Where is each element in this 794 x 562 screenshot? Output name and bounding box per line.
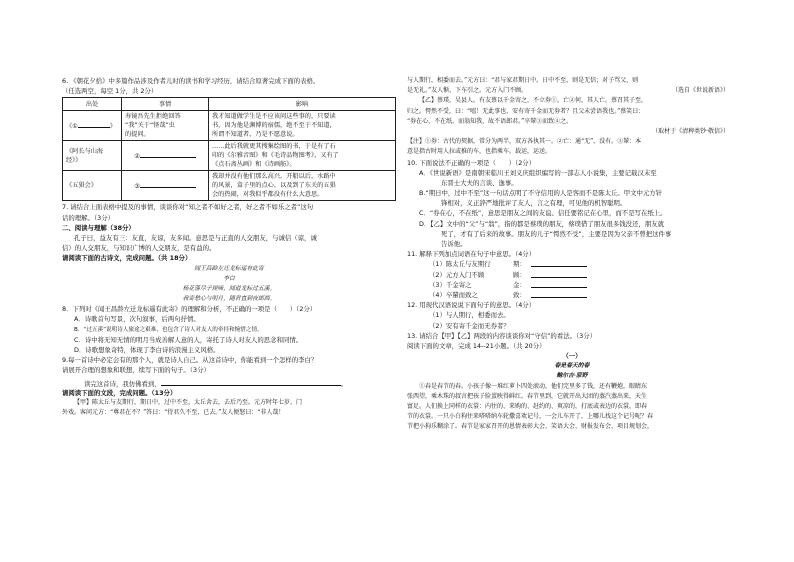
q11-item	[407, 259, 737, 269]
left-column	[62, 76, 396, 418]
q12-stem: 12. 用现代汉语说说下面句子的意思。（4分）	[407, 301, 536, 310]
table-cell-source	[63, 111, 122, 141]
event-line: 的提问。	[125, 131, 150, 139]
effect-line: ……此后我就更其搜集绘图的书，于是有了石	[212, 143, 336, 151]
q6-stem-line2: （任选两空，每空 1分，共 2分）	[62, 87, 158, 96]
yi-line2: 归之。愕然不受，曰：“嘻！无此事也，安有寄千金而无券者？且父未尝语我也。”蔡笑曰：	[407, 107, 645, 115]
article-line: 张西望，乘木珠的叔言把孩子脸蛋映得鲜红。春节里到，它就开出大团的蒸汽蒸出来，天生	[407, 392, 648, 400]
q11-word: 顾：	[513, 270, 526, 279]
q10-option-a-line2: 东晋士大夫的言谈、逸事。	[441, 178, 518, 187]
q8-stem: 8．下列对《闻王昌龄左迁龙标遥有此寄》的理解和分析，不正确的一项是（ ）（2分）	[62, 305, 317, 314]
q11-sentence: （3）千金寄之	[429, 280, 472, 289]
yi-source: （取材于《清稗类钞·敬信》）	[652, 127, 729, 135]
q11-sentence: （2）元方入门不顾	[429, 270, 485, 279]
effect-line: 所谓不知道者，乃是不愿意说。	[212, 131, 299, 139]
poem-line: 杨花落尽子规啼，闻道龙标过五溪。	[182, 285, 276, 292]
q8-option-c: C．诗中将无知无情的明月当成善解人意的人，寄托了诗人对友人的思念和同情。	[74, 335, 303, 344]
jia-cont-line1: 与人期行，相委而去。”元方曰：“君与家君期日中。日中不至，则是无信；对子骂父，则	[407, 77, 639, 84]
answer-blank-1[interactable]	[78, 120, 110, 128]
effect-line: 我却并没有他们那么高兴。开船以后，水路中	[212, 173, 336, 181]
q7-stem-line2: 话的理解。（3分）	[62, 213, 114, 222]
passage-instruction: 请阅读下面的文段，完成问题。（13分）	[62, 388, 177, 397]
q11-answer-blank[interactable]	[531, 259, 587, 267]
jia-cont-line2	[407, 86, 737, 96]
jia-line2: 外戏。客问元方：“尊君在不？”答曰：“待君久不至，已去。”友人便怒曰：“非人哉！	[62, 409, 285, 417]
table-cell-source	[63, 141, 122, 171]
event-prefix: ②	[134, 153, 140, 161]
effect-line: 我才知道做学生是不应该问这些事的，只要读	[212, 113, 336, 121]
event-prefix: ③	[134, 183, 140, 191]
article-line: 节把小狗乐糊涂了。春节是家家召开的恩情表彰大会、笑语大会、财报发布会、项目规划会，	[407, 423, 654, 431]
q11-item	[407, 280, 737, 290]
q11-word: 金：	[513, 280, 526, 289]
q11-sentence: （1）陈太丘与友期行	[429, 260, 491, 269]
q11-answer-blank[interactable]	[531, 280, 587, 288]
table-row	[63, 171, 396, 201]
q11-word: 期：	[513, 260, 526, 269]
event-line: 寿镜吾先生拒绝回答	[125, 113, 181, 121]
q11-sentence: （4）卒輦而致之	[429, 290, 478, 299]
confucius-line2: 信）的人交朋友，与知识广博的人交朋友，是有益的。	[62, 244, 216, 253]
jia-source: （选自《世说新语》）	[671, 87, 729, 95]
event-line: “我”关于“怪哉”虫	[125, 122, 175, 130]
confucius-line1: 孔子曰，益友有三：友直，友谅，友多闻。意思是与正直的人交朋友，与诚信（谅，诚	[74, 233, 317, 242]
poem-instruction: 请阅读下面的古诗文，完成问题。（共 18分）	[62, 254, 192, 263]
note-line2: 意是指古时用人拉或推的车，也指乘车。载运，运送。	[407, 148, 552, 156]
q6-stem-line1: 6. 《朝花夕拾》中多篇作品涉及作者儿时的读书和学习经历，请结合原著完成下面的表格。	[62, 77, 320, 85]
q10-option-d-line1: D．【乙】文中的“父”与“翁”，指的都是蔡璞的朋友，蔡璞借了朋友很多钱没还，朋友就	[419, 219, 665, 228]
table-cell-effect	[209, 171, 396, 201]
q8-option-b: B．“过五溪”说明诗人旅途之艰难，也包含了诗人对友人的牵挂和惋惜之情。	[74, 326, 263, 333]
source-line: 《五猖会》	[66, 182, 97, 190]
q10-option-b-line1: B.“期日中，过中不至”这一句话点明了不守信用的人是客而不是陈太丘。甲文中元方针	[419, 189, 663, 198]
article-line: 富足。人们换上同样的衣裳：内往的、来购的、赶约的、爽凉的，打底或表边的衣裳，即春	[407, 403, 648, 410]
q10-option-c: C．“券在心，不在纸”，意思是朋友之间的友谊、信任要铭记在心里，而不是写在纸上。	[419, 209, 667, 218]
table-cell-effect	[209, 111, 396, 141]
answer-blank-2[interactable]	[140, 150, 196, 158]
table-cell-event	[122, 111, 209, 141]
part-heading: （一）	[562, 352, 582, 361]
q11-item	[407, 270, 737, 280]
table-header-source: 出处	[63, 98, 122, 111]
q10-option-d-line2: 死了，才有了后来的故事。朋友的儿子“愕然不受”，主要是因为父亲不曾把这件事	[441, 229, 672, 238]
q8-option-d: D．诗歌想象奇特，体现了李白诗的浪漫主义风格。	[74, 346, 220, 354]
reading-instruction: 阅读下面的文章，完成 14--21小题。（共 20分）	[407, 341, 546, 350]
source-prefix: 《①	[66, 123, 78, 131]
poem-author: 李白	[223, 275, 235, 282]
source-line: 《阿长与山海	[66, 147, 104, 155]
effect-line: 会的热闹，对我似乎都没有什么大意思。	[212, 191, 324, 199]
q11-answer-blank[interactable]	[531, 290, 587, 298]
q6-table	[62, 97, 396, 201]
q9-end-mark: 。	[340, 379, 348, 388]
source-suffix: 》	[109, 123, 116, 131]
yi-line3: “券在心，不在纸。而翁知我，故不语郎君。”卒輦③而致④之。	[407, 117, 573, 125]
table-header-event: 事情	[122, 98, 209, 111]
jia-line1: 【甲】陈太丘与友期行，期日中，过中不至，太丘舍去，去后乃至。元方时年七岁，门	[74, 398, 303, 406]
q10-option-b-line2: 锋相对，义正辞严地批评了友人，言之有理，可见他的机智聪明。	[441, 199, 627, 208]
q9-stem-line1: 9.每一首诗中必定会有的那个人，就是诗人自己。从这首诗中，你能看到一个怎样的李白？	[62, 356, 318, 365]
q10-stem: 10. 下面说法不正确的一项是（ ）（2分）	[407, 158, 536, 167]
q9-stem-line2: 请展开合理的想象和联想，续写下面的句子。（3分）	[62, 366, 210, 375]
table-cell-effect	[209, 141, 396, 171]
q9-prompt: 读完这首诗，我仿佛看到，	[84, 379, 161, 388]
note-line1: 【注】①券：古代的契据，常分为两半，双方各执其一。②亡：通“无”，没有。③輦：本	[407, 138, 642, 146]
q7-stem-line1: 7. 请结合上面表格中提及的事情，谈谈你对“知之者不如好之者，好之者不如乐之者”这句	[62, 203, 314, 212]
effect-line: 的风景，盒子里的点心，以及到了东关的五猖	[212, 182, 336, 190]
source-line: 经》》	[66, 156, 82, 164]
poem-title: 闻王昌龄左迁龙标遥有此寄	[194, 265, 264, 272]
poem-line: 我寄愁心与明月，随君直到夜郎西。	[182, 296, 276, 303]
table-cell-event	[122, 141, 209, 171]
q11-stem: 11. 解释下列加点词语在句子中意思。（4分）	[407, 250, 536, 259]
q11-item	[407, 290, 737, 300]
q12-item: （2）安有寄千金而无券者？	[429, 321, 510, 330]
effect-line: 书，因为他是渊博的宿儒，绝不至于不知道，	[212, 122, 336, 130]
article-line: 节的衣裳。一只小白狗往来嗒嗒纳车轮撒喜欢记号，一会儿车开了，上哪儿找这个记号呢？春	[407, 413, 654, 421]
table-cell-source	[63, 171, 122, 201]
effect-line: 印的《尔雅音图》和《毛诗品物图考》，又有了	[212, 152, 339, 160]
q9-prompt-row	[62, 378, 396, 388]
table-cell-event	[122, 171, 209, 201]
q8-option-a: A．诗歌首句写景，次句叙事，后两句抒情。	[74, 315, 200, 324]
article-line: ①春是春节的春。小孩子像一堆红萝卜四处滚动，他们完里多了钱，还有鞭炮，眼睛东	[419, 382, 648, 390]
article-author: 鲍尔吉·原野	[556, 373, 588, 380]
table-header-effect: 影响	[209, 98, 396, 111]
q11-answer-blank[interactable]	[531, 270, 587, 278]
q10-option-a-line1: A．《世说新语》是南朝宋临川王刘义庆组织编写的一部志人小说集，主要记载汉末至	[419, 168, 657, 177]
q11-word: 致：	[513, 290, 526, 299]
table-row	[63, 111, 396, 141]
table-header-row	[63, 98, 396, 111]
jia-cont-text: 是无礼。”友人惭，下车引之。元方入门不顾。	[407, 87, 528, 95]
section-title: 二、阅读与理解（38分）	[62, 223, 135, 232]
q10-option-d-line3: 告诉他。	[441, 240, 467, 248]
q13-stem: 13. 请结合【甲】【乙】两段的内容谈谈你对“守信”的看法。（3分）	[407, 331, 597, 340]
effect-line: 《点石斋丛画》和《诗画舫》。	[212, 161, 296, 169]
q9-answer-blank[interactable]	[161, 378, 341, 386]
q12-item: （1）与人期行，相委而去。	[429, 311, 510, 320]
article-title: 春是春天的春	[554, 363, 590, 370]
answer-blank-3[interactable]	[140, 180, 196, 188]
right-column	[407, 76, 737, 433]
table-row	[63, 141, 396, 171]
yi-line1: 【乙】蔡璞，吴县人。有友蔡以千金寄之，不立券①。亡②何，其人亡。蔡召其子至，	[419, 97, 648, 105]
